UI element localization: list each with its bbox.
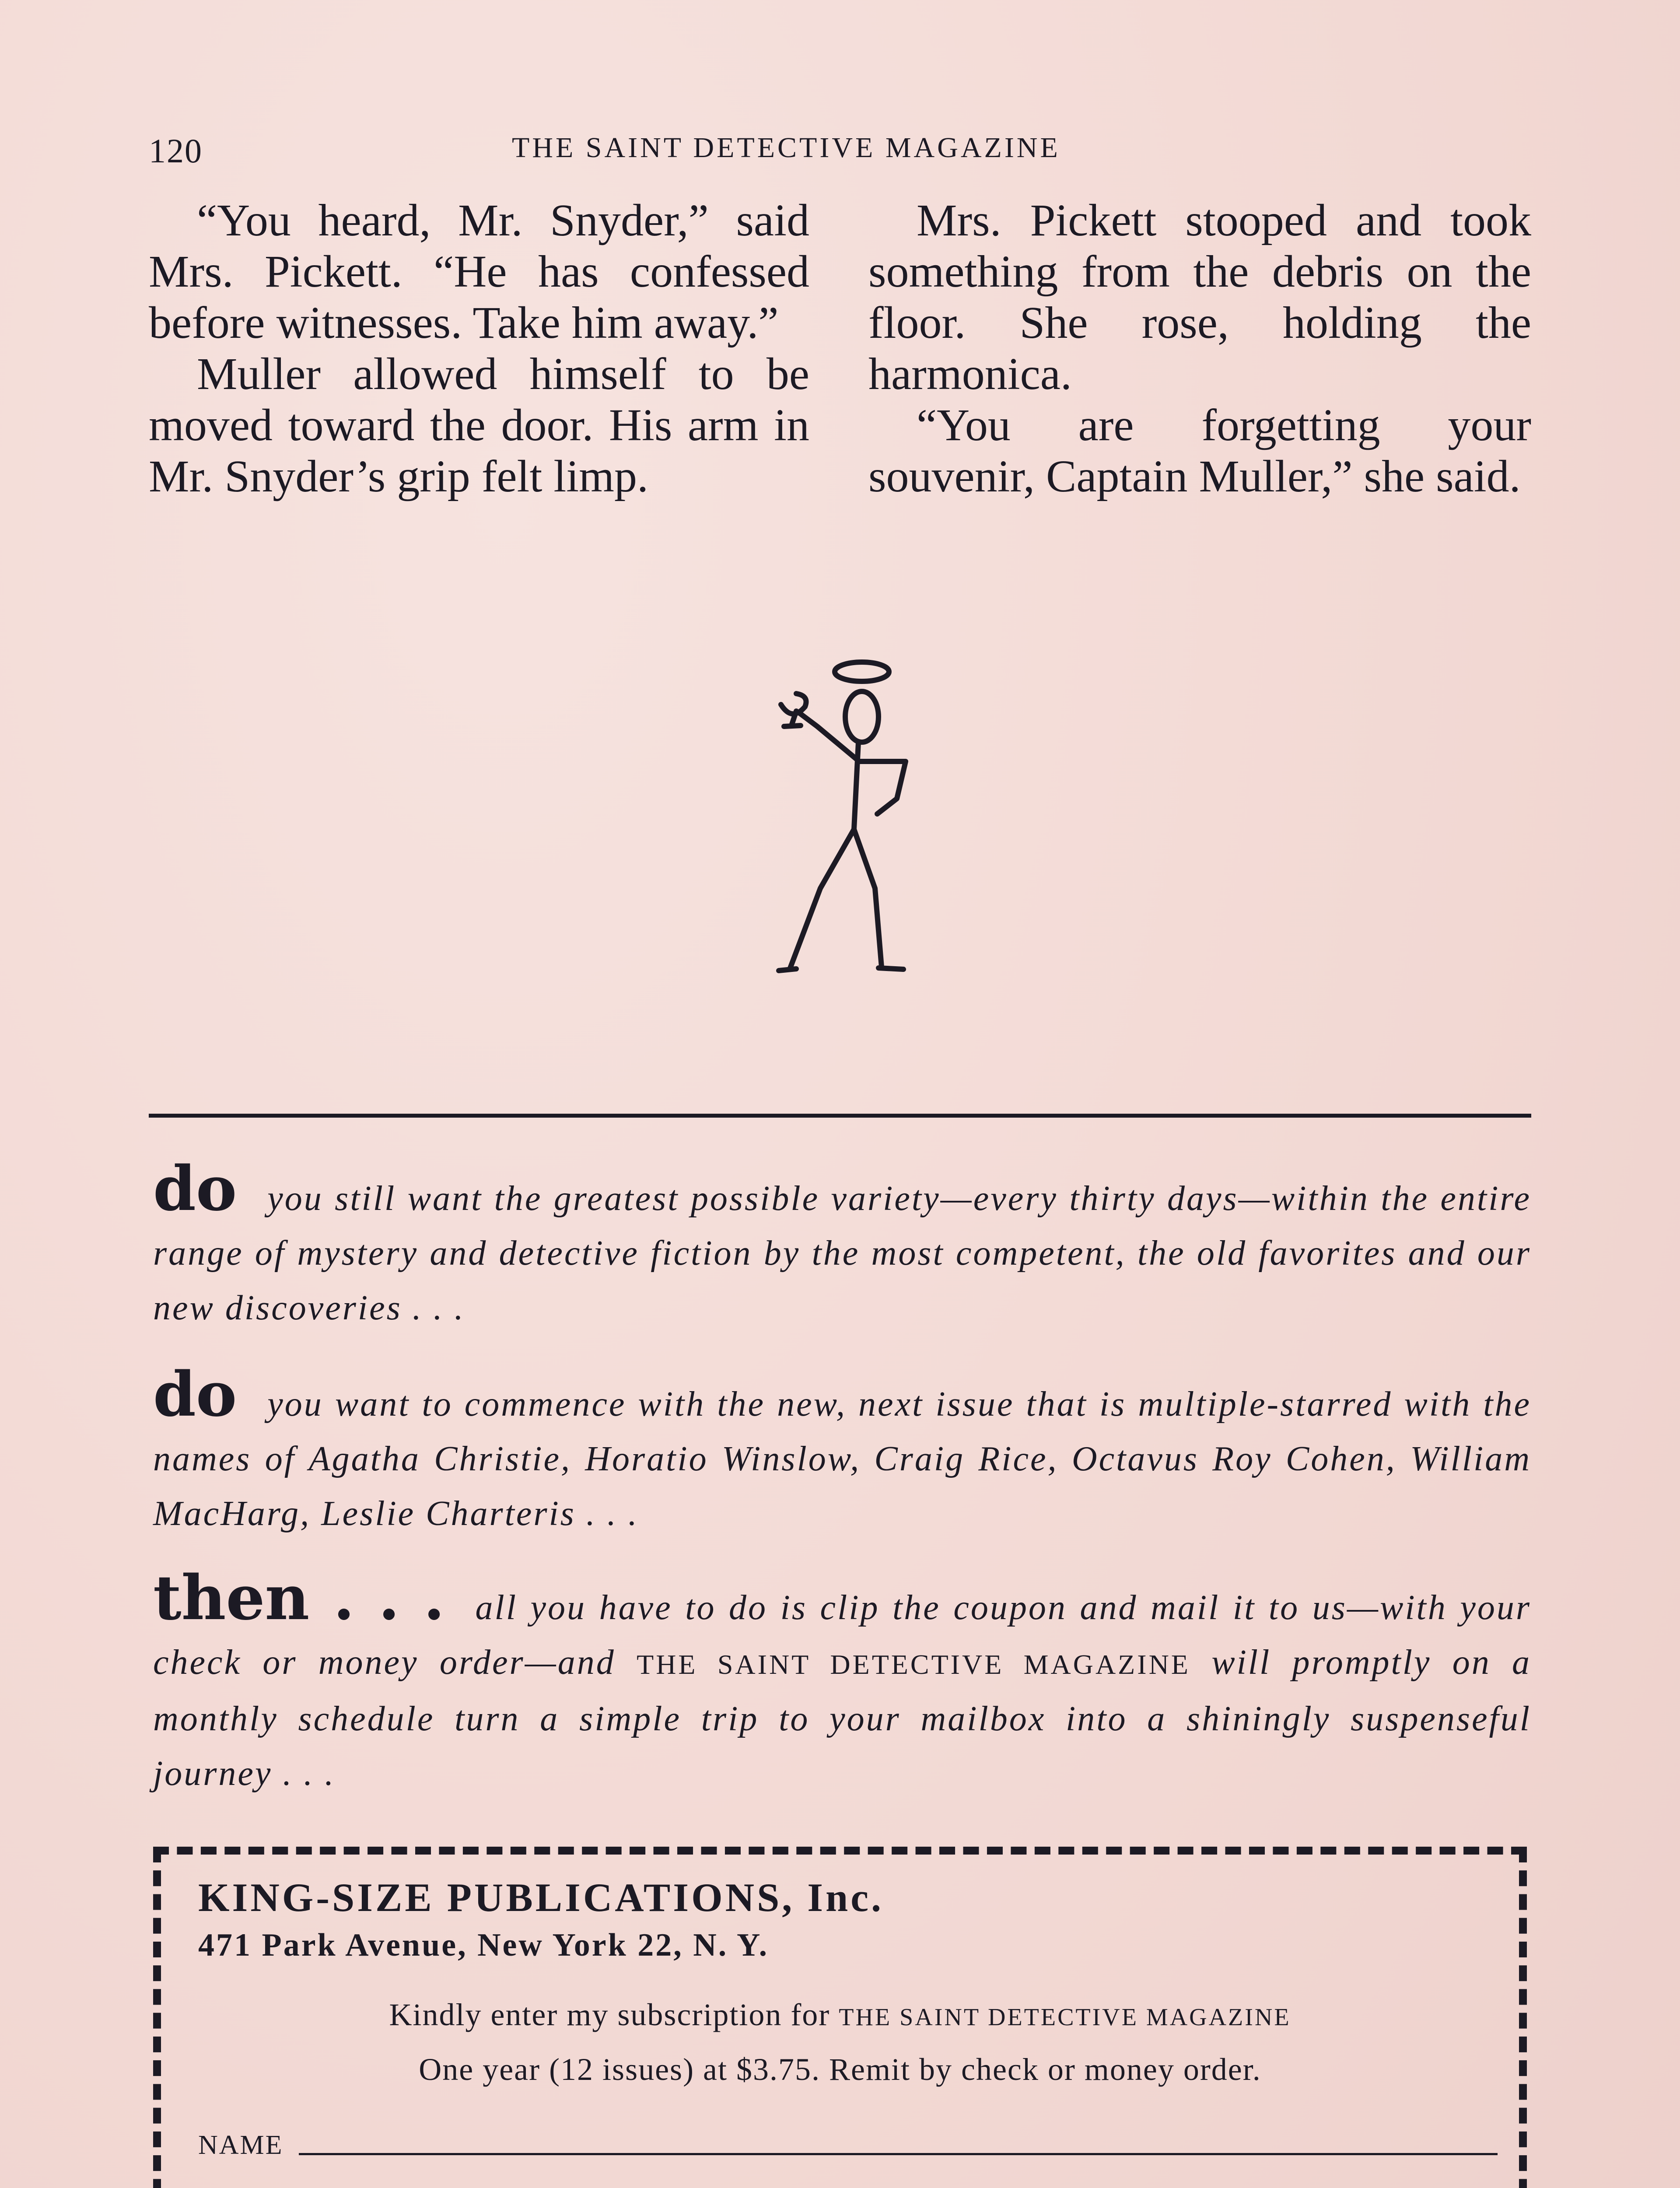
subscription-text: Kindly enter my subscription for xyxy=(389,1997,830,2032)
story-column-left xyxy=(149,195,809,502)
promo-text: you want to commence with the new, next issue that is multiple-starred with the names of Agatha Christie, Horatio Winslow, Craig Rice, Octavus Roy Cohen, William MacHarg, Leslie Charteris . . . xyxy=(153,1385,1531,1533)
story-paragraph: Mrs. Pickett stooped and took something from the debris on the floor. She rose, holding the harmonica. xyxy=(868,195,1531,399)
name-field-line[interactable] xyxy=(299,2153,1498,2155)
story-paragraph: “You are forgetting your souvenir, Captain Muller,” she said. xyxy=(868,400,1531,501)
promo-text: will promptly on a monthly schedule turn a simple trip to your mailbox into a shiningly suspenseful journey . . . xyxy=(153,1643,1532,1793)
promo-text: all you have to do is clip the coupon and mail it to us—with your check or money order—and xyxy=(153,1588,1531,1682)
promo-paragraph-2 xyxy=(153,1359,1531,1541)
name-field[interactable] xyxy=(198,2124,1498,2159)
page-header xyxy=(149,131,1531,171)
promo-lead-word: do xyxy=(153,1359,237,1431)
promo-lead-word: then . . . xyxy=(153,1562,445,1634)
page-number: 120 xyxy=(149,132,203,170)
promo-paragraph-1 xyxy=(153,1153,1531,1336)
promo-text: you still want the greatest possible variety—every thirty days—within the entire range of mystery and detective fiction by the most competent, the old favorites and our new discoveries . . . xyxy=(153,1179,1531,1327)
story-paragraph: “You heard, Mr. Snyder,” said Mrs. Pickett. “He has confessed before witnesses. Take him away.” xyxy=(149,195,809,348)
publisher-address: 471 Park Avenue, New York 22, N. Y. xyxy=(198,1927,769,1963)
name-field-label: NAME xyxy=(198,2130,284,2160)
publisher-name: KING-SIZE PUBLICATIONS, Inc. xyxy=(198,1875,884,1920)
subscription-coupon xyxy=(153,1847,1527,2188)
story-paragraph: Muller allowed himself to be moved toward the door. His arm in Mr. Snyder’s grip felt limp. xyxy=(149,349,809,501)
promo-lead-word: do xyxy=(153,1153,237,1225)
section-divider xyxy=(149,1114,1531,1118)
subscription-request xyxy=(161,1997,1519,2033)
running-title: THE SAINT DETECTIVE MAGAZINE xyxy=(512,132,1060,164)
promo-paragraph-3 xyxy=(153,1562,1532,1801)
promo-magazine-name: THE SAINT DETECTIVE MAGAZINE xyxy=(637,1649,1190,1680)
subscription-price: One year (12 issues) at $3.75. Remit by check or money order. xyxy=(419,2052,1261,2087)
coupon-magazine-name: THE SAINT DETECTIVE MAGAZINE xyxy=(839,2004,1291,2031)
story-column-right xyxy=(868,195,1531,502)
saint-stick-figure-icon xyxy=(744,652,928,985)
